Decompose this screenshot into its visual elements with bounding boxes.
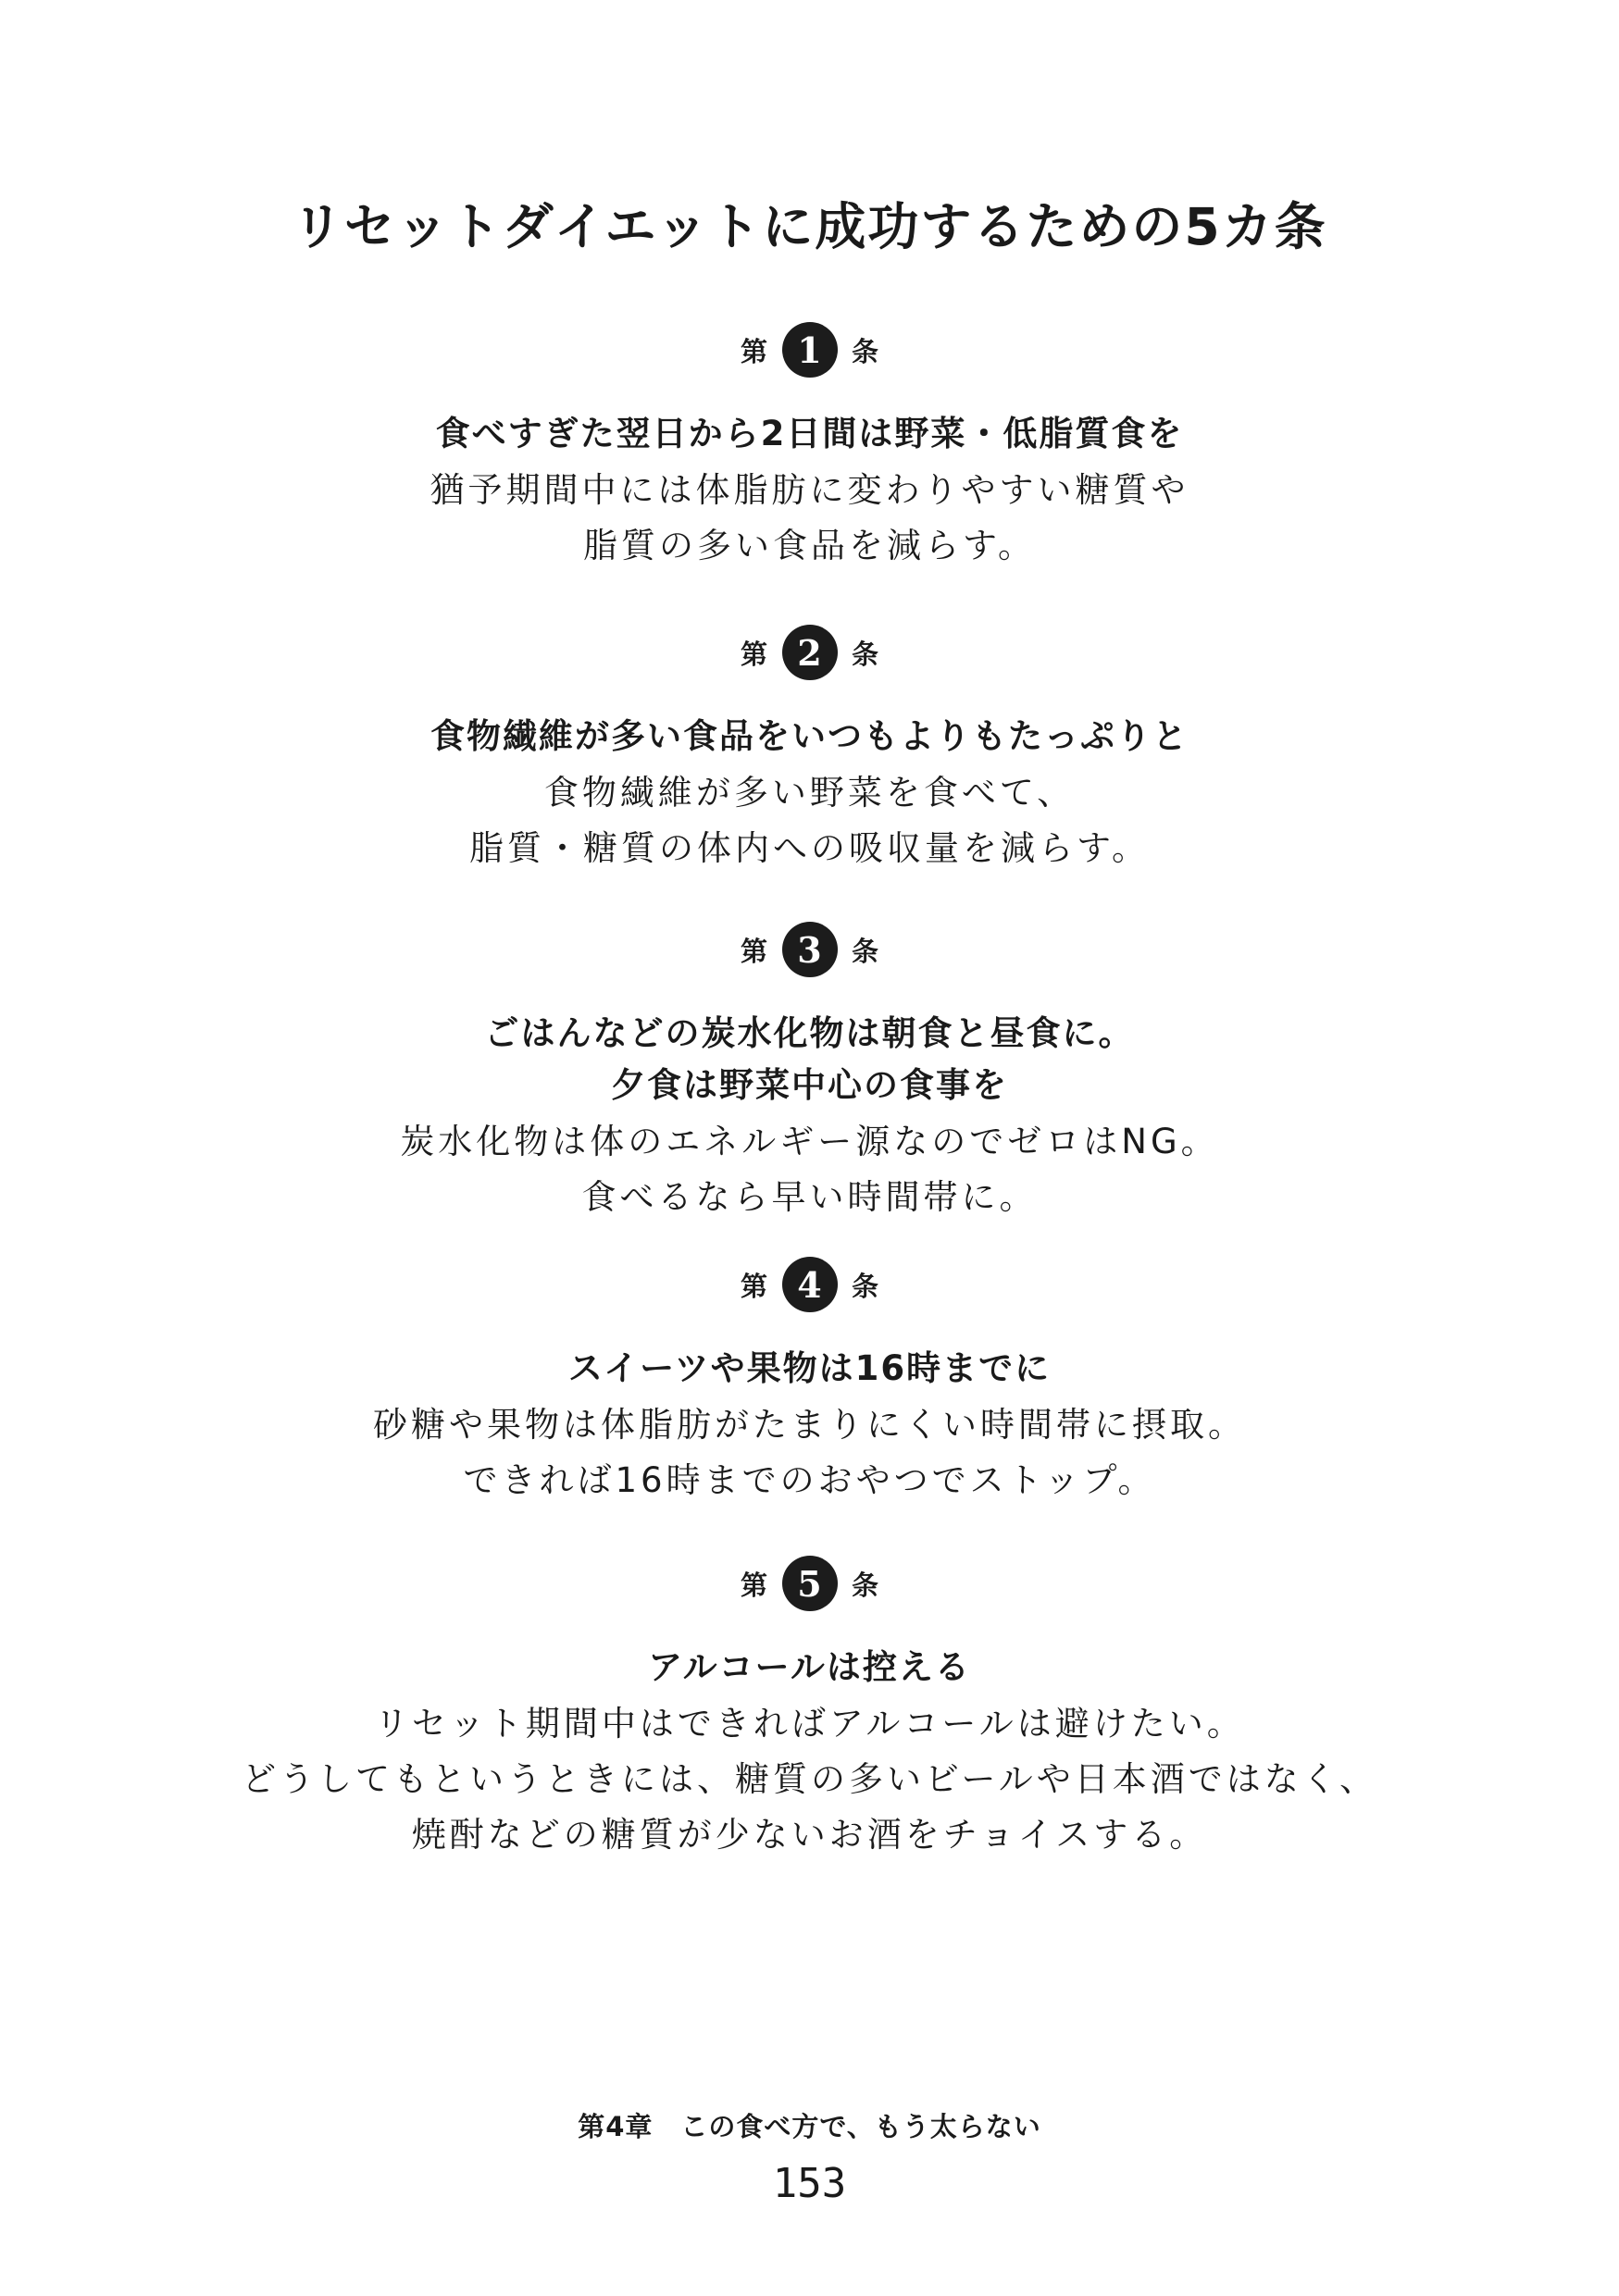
- article-body: [0, 1696, 1619, 1863]
- article-suffix: 条: [851, 1569, 878, 1601]
- article-heading-line: スイーツや果物は16時までに: [567, 1348, 1052, 1388]
- article-body-line: 猶予期間中には体脂肪に変わりやすい糖質や: [430, 470, 1189, 510]
- article-body: [0, 463, 1619, 574]
- article-body: [0, 1397, 1619, 1508]
- article-body-line: リセット期間中はできればアルコールは避けたい。: [374, 1704, 1245, 1744]
- article-heading-line: 食べすぎた翌日から2日間は野菜・低脂質食を: [435, 414, 1184, 453]
- article-heading-line: 食物繊維が多い食品をいつもよりもたっぷりと: [430, 716, 1189, 756]
- article-4: [0, 1254, 1619, 1508]
- article-label: [0, 622, 1619, 683]
- article-number-badge: 2: [782, 625, 838, 680]
- article-heading: [0, 1642, 1619, 1694]
- article-suffix: 条: [851, 935, 878, 967]
- article-body-line: 食べるなら早い時間帯に。: [581, 1177, 1038, 1217]
- chapter-title: 第4章 この食べ方で、もう太らない: [578, 2111, 1041, 2142]
- article-label: [0, 319, 1619, 380]
- page-title: リセットダイエットに成功するための5カ条: [292, 197, 1327, 256]
- article-heading-line: 夕食は野菜中心の食事を: [611, 1065, 1008, 1105]
- article-number-badge: 3: [782, 922, 838, 977]
- article-prefix: 第: [740, 1270, 767, 1302]
- article-body: [0, 765, 1619, 876]
- article-heading: [0, 1343, 1619, 1395]
- article-heading: [0, 711, 1619, 763]
- article-suffix: 条: [851, 1270, 878, 1302]
- article-suffix: 条: [851, 335, 878, 367]
- article-body: [0, 1114, 1619, 1225]
- article-heading: [0, 1008, 1619, 1111]
- article-body-line: 砂糖や果物は体脂肪がたまりにくい時間帯に摂取。: [373, 1405, 1246, 1445]
- article-1: [0, 319, 1619, 574]
- article-heading: [0, 408, 1619, 460]
- article-3: [0, 919, 1619, 1225]
- article-label: [0, 919, 1619, 980]
- article-label: [0, 1254, 1619, 1315]
- article-5: [0, 1553, 1619, 1863]
- article-suffix: 条: [851, 638, 878, 670]
- article-body-line: 焼酎などの糖質が少ないお酒をチョイスする。: [411, 1815, 1208, 1855]
- article-number-badge: 5: [782, 1556, 838, 1611]
- article-body-line: どうしてもというときには、糖質の多いビールや日本酒ではなく、: [241, 1759, 1378, 1799]
- article-body-line: 脂質の多い食品を減らす。: [582, 526, 1037, 565]
- article-body-line: 食物繊維が多い野菜を食べて、: [543, 773, 1076, 813]
- article-label: [0, 1553, 1619, 1614]
- article-prefix: 第: [740, 638, 767, 670]
- article-heading-line: ごはんなどの炭水化物は朝食と昼食に。: [484, 1013, 1135, 1053]
- article-body-line: 脂質・糖質の体内への吸収量を減らす。: [468, 828, 1151, 868]
- article-heading-line: アルコールは控える: [648, 1647, 971, 1687]
- article-prefix: 第: [740, 935, 767, 967]
- article-number-badge: 4: [782, 1257, 838, 1312]
- article-prefix: 第: [740, 1569, 767, 1601]
- page-number: 153: [772, 2160, 847, 2207]
- article-2: [0, 622, 1619, 876]
- article-body-line: できれば16時までのおやつでストップ。: [463, 1460, 1156, 1500]
- article-number-badge: 1: [782, 322, 838, 378]
- article-body-line: 炭水化物は体のエネルギー源なのでゼロはNG。: [400, 1122, 1219, 1161]
- article-prefix: 第: [740, 335, 767, 367]
